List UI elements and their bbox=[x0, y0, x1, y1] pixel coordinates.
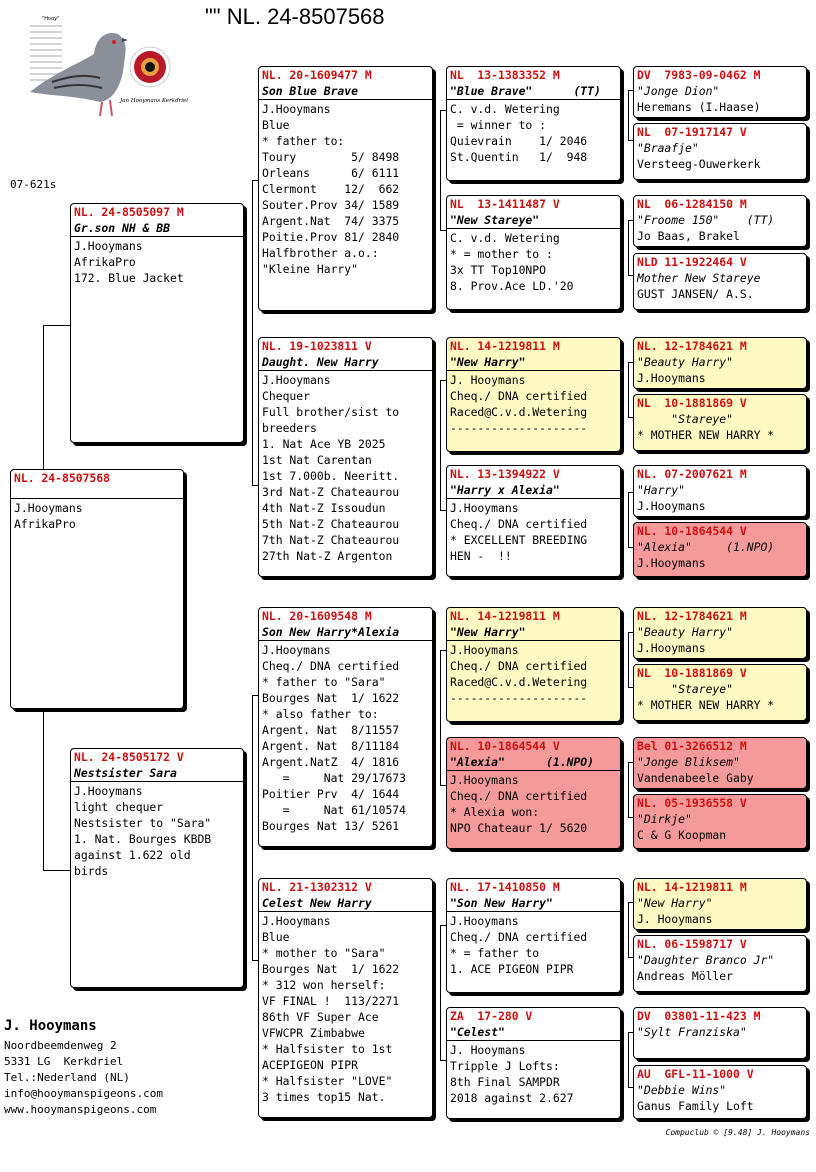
owner-website[interactable]: www.hooymanspigeons.com bbox=[4, 1103, 157, 1116]
card-body bbox=[259, 912, 432, 1106]
card-header bbox=[634, 936, 806, 984]
card-line: 86th VF Super Ace bbox=[262, 1010, 379, 1024]
ancestor-card[interactable] bbox=[633, 465, 807, 517]
ancestor-card[interactable] bbox=[633, 737, 807, 789]
subject-ring: NL. 24-8507568 bbox=[14, 471, 111, 485]
great-grandparent-card[interactable] bbox=[446, 878, 621, 993]
breeder-line: Versteeg-Ouwerkerk bbox=[637, 157, 761, 171]
ring-number: NL 06-1284150 M bbox=[637, 197, 747, 211]
ring-number: Bel 01-3266512 M bbox=[637, 739, 747, 753]
card-body bbox=[447, 100, 620, 166]
card-line: 8th Final SAMPDR bbox=[450, 1075, 560, 1089]
card-line: Souter.Prov 34/ 1589 bbox=[262, 198, 400, 212]
ancestor-card[interactable] bbox=[633, 66, 807, 118]
card-header bbox=[634, 338, 806, 386]
card-line: Poitier Prv 4/ 1644 bbox=[262, 787, 400, 801]
dam-line: light chequer bbox=[74, 800, 164, 814]
great-grandparent-card[interactable] bbox=[446, 66, 621, 181]
breeder-line: J.Hooymans bbox=[637, 641, 706, 655]
card-line: Halfbrother a.o.: bbox=[262, 246, 379, 260]
pigeon-name: "Harry x Alexia" bbox=[450, 483, 560, 497]
card-line: J.Hooymans bbox=[262, 373, 331, 387]
ring-number: NL 13-1411487 V bbox=[450, 197, 560, 211]
card-line: 1. Nat Ace YB 2025 bbox=[262, 437, 386, 451]
card-line: HEN - !! bbox=[450, 549, 512, 563]
ring-number: NL. 12-1784621 M bbox=[637, 339, 747, 353]
subject-line: AfrikaPro bbox=[14, 517, 76, 531]
ring-number: NL. 14-1219811 M bbox=[450, 339, 560, 353]
dam-line: J.Hooymans bbox=[74, 784, 143, 798]
ring-number: DV 7983-09-0462 M bbox=[637, 68, 761, 82]
card-line: Toury 5/ 8498 bbox=[262, 150, 400, 164]
owner-phone: Tel.:Nederland (NL) bbox=[4, 1071, 130, 1084]
card-header bbox=[634, 738, 806, 786]
ring-number: NL. 17-1410850 M bbox=[450, 880, 560, 894]
pigeon-name: "Alexia" (1.NPO) bbox=[450, 755, 595, 769]
pigeon-name: "Alexia" (1.NPO) bbox=[637, 540, 775, 554]
card-line: VFWCPR Zimbabwe bbox=[262, 1026, 365, 1040]
ancestor-card[interactable] bbox=[633, 253, 807, 310]
ring-number: NL. 20-1609548 M bbox=[262, 609, 372, 623]
breeder-line: Vandenabeele Gaby bbox=[637, 771, 754, 785]
card-header bbox=[447, 879, 620, 912]
card-header bbox=[634, 466, 806, 514]
card-header bbox=[259, 67, 432, 100]
breeder-line: * MOTHER NEW HARRY * bbox=[637, 698, 775, 712]
card-header bbox=[634, 608, 806, 656]
card-header bbox=[634, 665, 806, 713]
card-line: Argent. Nat 8/11184 bbox=[262, 739, 400, 753]
card-line: Raced@C.v.d.Wetering bbox=[450, 675, 588, 689]
card-line: VF FINAL ! 113/2271 bbox=[262, 994, 400, 1008]
card-line: J.Hooymans bbox=[450, 643, 519, 657]
subject-line: J.Hooymans bbox=[14, 501, 83, 515]
card-line: J.Hooymans bbox=[450, 773, 519, 787]
grandparent-card[interactable] bbox=[258, 607, 433, 847]
card-line: J.Hooymans bbox=[450, 501, 519, 515]
pigeon-name: "Celest" bbox=[450, 1025, 505, 1039]
dam-name: Nestsister Sara bbox=[74, 766, 177, 780]
card-line: Cheq./ DNA certified bbox=[450, 659, 588, 673]
ring-number: NL 13-1383352 M bbox=[450, 68, 560, 82]
ring-number: DV 03801-11-423 M bbox=[637, 1009, 761, 1023]
ring-number: NL. 14-1219811 M bbox=[450, 609, 560, 623]
card-line: Argent.NatZ 4/ 1816 bbox=[262, 755, 400, 769]
card-header bbox=[634, 196, 806, 244]
card-line: C. v.d. Wetering bbox=[450, 102, 560, 116]
card-header bbox=[447, 1008, 620, 1041]
card-line: * 312 won herself: bbox=[262, 978, 386, 992]
card-body bbox=[447, 771, 620, 837]
pigeon-name: "Beauty Harry" bbox=[637, 355, 734, 369]
card-header bbox=[634, 795, 806, 843]
card-header bbox=[634, 124, 806, 172]
dam-line: birds bbox=[74, 864, 109, 878]
owner-email[interactable]: info@hooymanspigeons.com bbox=[4, 1087, 163, 1100]
dam-card[interactable] bbox=[70, 748, 244, 988]
card-line: J. Hooymans bbox=[450, 1043, 526, 1057]
dam-line: Nestsister to "Sara" bbox=[74, 816, 212, 830]
page-title: "" NL. 24-8507568 bbox=[205, 4, 385, 29]
card-line: "Kleine Harry" bbox=[262, 262, 359, 276]
ring-number: NL. 10-1864544 V bbox=[637, 524, 747, 538]
grandparent-card[interactable] bbox=[258, 337, 433, 577]
card-line: 27th Nat-Z Argenton bbox=[262, 549, 393, 563]
breeder-line: Andreas Möller bbox=[637, 969, 734, 983]
card-header bbox=[447, 67, 620, 100]
card-body bbox=[447, 499, 620, 565]
card-body bbox=[259, 641, 432, 835]
ancestor-card[interactable] bbox=[633, 195, 807, 247]
card-body bbox=[447, 912, 620, 978]
card-line: 1st 7.000b. Neeritt. bbox=[262, 469, 400, 483]
owner-info bbox=[4, 1018, 163, 1118]
breeder-line: * MOTHER NEW HARRY * bbox=[637, 428, 775, 442]
pigeon-name: "Stareye" bbox=[637, 682, 734, 696]
ancestor-card[interactable] bbox=[633, 522, 807, 577]
card-line: J.Hooymans bbox=[262, 102, 331, 116]
card-header bbox=[634, 879, 806, 927]
card-line: -------------------- bbox=[450, 421, 588, 435]
great-grandparent-card[interactable] bbox=[446, 337, 621, 452]
card-line: Bourges Nat 1/ 1622 bbox=[262, 691, 400, 705]
card-line: * also father to: bbox=[262, 707, 379, 721]
card-header bbox=[634, 1008, 806, 1040]
pigeon-name: "New Harry" bbox=[450, 625, 526, 639]
card-header bbox=[634, 523, 806, 571]
card-header bbox=[447, 196, 620, 229]
card-body bbox=[447, 641, 620, 707]
ring-number: NL. 19-1023811 V bbox=[262, 339, 372, 353]
sire-line: 172. Blue Jacket bbox=[74, 271, 184, 285]
ring-number: NL. 12-1784621 M bbox=[637, 609, 747, 623]
card-line: = winner to : bbox=[450, 118, 547, 132]
pigeon-name: Celest New Harry bbox=[262, 896, 372, 910]
card-line: 5th Nat-Z Chateaurou bbox=[262, 517, 400, 531]
card-header bbox=[447, 466, 620, 499]
card-line: * Halfsister to 1st bbox=[262, 1042, 393, 1056]
card-line: Cheq./ DNA certified bbox=[450, 930, 588, 944]
ancestor-card[interactable] bbox=[633, 394, 807, 451]
card-line: 1st Nat Carentan bbox=[262, 453, 372, 467]
ancestor-card[interactable] bbox=[633, 123, 807, 180]
card-line: Blue bbox=[262, 930, 290, 944]
card-line: 8. Prov.Ace LD.'20 bbox=[450, 279, 574, 293]
card-line: J.Hooymans bbox=[450, 914, 519, 928]
card-line: Clermont 12/ 662 bbox=[262, 182, 400, 196]
pigeon-name: "Jonge Bliksem" bbox=[637, 755, 740, 769]
logo-top-text: "Hooy" bbox=[42, 16, 60, 22]
breeder-line: J.Hooymans bbox=[637, 371, 706, 385]
ring-number: NL. 05-1936558 V bbox=[637, 796, 747, 810]
ring-number: NL. 06-1598717 V bbox=[637, 937, 747, 951]
pedigree-code: 07-621s bbox=[10, 178, 57, 191]
pigeon-name: "Braafje" bbox=[637, 141, 699, 155]
great-grandparent-card[interactable] bbox=[446, 737, 621, 849]
pigeon-name: "Froome 150" (TT) bbox=[637, 213, 775, 227]
card-line: breeders bbox=[262, 421, 317, 435]
card-body bbox=[447, 229, 620, 295]
ancestor-card[interactable] bbox=[633, 878, 807, 930]
card-line: Chequer bbox=[262, 389, 311, 403]
great-grandparent-card[interactable] bbox=[446, 607, 621, 722]
breeder-line: Jo Baas, Brakel bbox=[637, 229, 740, 243]
ring-number: NL. 20-1609477 M bbox=[262, 68, 372, 82]
card-line: Raced@C.v.d.Wetering bbox=[450, 405, 588, 419]
card-line: St.Quentin 1/ 948 bbox=[450, 150, 588, 164]
card-line: NPO Chateaur 1/ 5620 bbox=[450, 821, 588, 835]
pigeon-name: Son Blue Brave bbox=[262, 84, 359, 98]
owner-address: Noordbeemdenweg 2 bbox=[4, 1039, 117, 1052]
ancestor-card[interactable] bbox=[633, 664, 807, 721]
card-line: * father to: bbox=[262, 134, 345, 148]
card-header bbox=[447, 338, 620, 371]
great-grandparent-card[interactable] bbox=[446, 1007, 621, 1119]
card-line: Cheq./ DNA certified bbox=[450, 789, 588, 803]
card-header bbox=[634, 395, 806, 443]
card-line: Argent. Nat 8/11557 bbox=[262, 723, 400, 737]
owner-name: J. Hooymans bbox=[4, 1018, 97, 1034]
dam-line: 1. Nat. Bourges KBDB bbox=[74, 832, 212, 846]
breeder-line: J. Hooymans bbox=[637, 912, 713, 926]
sire-ring: NL. 24-8505097 M bbox=[74, 205, 184, 219]
card-line: -------------------- bbox=[450, 691, 588, 705]
pigeon-name: "Dirkje" bbox=[637, 812, 692, 826]
card-line: J.Hooymans bbox=[262, 643, 331, 657]
card-line: Orleans 6/ 6111 bbox=[262, 166, 400, 180]
breeder-line: J.Hooymans bbox=[637, 556, 706, 570]
owner-postcode: 5331 LG Kerkdriel bbox=[4, 1055, 124, 1068]
card-line: Cheq./ DNA certified bbox=[450, 517, 588, 531]
card-line: Bourges Nat 13/ 5261 bbox=[262, 819, 400, 833]
card-body bbox=[259, 100, 432, 278]
ancestor-card[interactable] bbox=[633, 337, 807, 389]
card-line: Blue bbox=[262, 118, 290, 132]
great-grandparent-card[interactable] bbox=[446, 195, 621, 310]
card-header bbox=[259, 608, 432, 641]
pigeon-name: Mother New Stareye bbox=[637, 271, 761, 285]
ancestor-card[interactable] bbox=[633, 794, 807, 849]
ring-number: NL. 10-1864544 V bbox=[450, 739, 560, 753]
card-line: = Nat 61/10574 bbox=[262, 803, 407, 817]
card-line: 7th Nat-Z Chateaurou bbox=[262, 533, 400, 547]
pigeon-name: "Daughter Branco Jr" bbox=[637, 953, 775, 967]
card-line: 3 times top15 Nat. bbox=[262, 1090, 386, 1104]
card-line: * = father to bbox=[450, 946, 540, 960]
card-line: Cheq./ DNA certified bbox=[450, 389, 588, 403]
card-line: 4th Nat-Z Issoudun bbox=[262, 501, 386, 515]
ring-number: NL. 14-1219811 M bbox=[637, 880, 747, 894]
card-line: Bourges Nat 1/ 1622 bbox=[262, 962, 400, 976]
card-header bbox=[447, 738, 620, 771]
ring-number: NL 10-1881869 V bbox=[637, 396, 747, 410]
ring-number: NL. 21-1302312 V bbox=[262, 880, 372, 894]
card-line: * Alexia won: bbox=[450, 805, 540, 819]
ancestor-card[interactable] bbox=[633, 1007, 807, 1059]
card-body bbox=[447, 371, 620, 437]
sire-name: Gr.son NH & BB bbox=[74, 221, 171, 235]
sire-line: J.Hooymans bbox=[74, 239, 143, 253]
dam-ring: NL. 24-8505172 V bbox=[74, 750, 184, 764]
pigeon-name: "Beauty Harry" bbox=[637, 625, 734, 639]
ring-number: NL. 07-2007621 M bbox=[637, 467, 747, 481]
logo-bottom-text: Jan Hooymans Kerkdriel bbox=[120, 98, 189, 104]
pigeon-name: Son New Harry*Alexia bbox=[262, 625, 400, 639]
card-line: Argent.Nat 74/ 3375 bbox=[262, 214, 400, 228]
software-credit: Compuclub © [9.48] J. Hooymans bbox=[665, 1128, 810, 1137]
ancestor-card[interactable] bbox=[633, 935, 807, 992]
card-line: * Halfsister "LOVE" bbox=[262, 1074, 393, 1088]
card-line: * mother to "Sara" bbox=[262, 946, 386, 960]
pigeon-name: "Jonge Dion" bbox=[637, 84, 720, 98]
card-line: ACEPIGEON PIPR bbox=[262, 1058, 359, 1072]
ring-number: AU GFL-11-1000 V bbox=[637, 1067, 754, 1081]
breeder-line: Ganus Family Loft bbox=[637, 1099, 754, 1113]
sire-card[interactable] bbox=[70, 203, 244, 443]
card-line: 2018 against 2.627 bbox=[450, 1091, 574, 1105]
grandparent-card[interactable] bbox=[258, 878, 433, 1118]
card-line: Poitie.Prov 81/ 2840 bbox=[262, 230, 400, 244]
card-header bbox=[634, 67, 806, 115]
card-line: Cheq./ DNA certified bbox=[262, 659, 400, 673]
card-line: J. Hooymans bbox=[450, 373, 526, 387]
card-line: * EXCELLENT BREEDING bbox=[450, 533, 588, 547]
card-line: Quievrain 1/ 2046 bbox=[450, 134, 588, 148]
breeder-line: J.Hooymans bbox=[637, 499, 706, 513]
card-header bbox=[259, 338, 432, 371]
card-body bbox=[259, 371, 432, 565]
grandparent-card[interactable] bbox=[258, 66, 433, 311]
pigeon-name: "New Stareye" bbox=[450, 213, 540, 227]
card-header bbox=[634, 254, 806, 302]
pigeon-name: "Debbie Wins" bbox=[637, 1083, 727, 1097]
card-line: = Nat 29/17673 bbox=[262, 771, 407, 785]
pigeon-name: "Sylt Franziska" bbox=[637, 1025, 747, 1039]
card-line: 3x TT Top10NPO bbox=[450, 263, 547, 277]
card-header bbox=[447, 608, 620, 641]
card-line: C. v.d. Wetering bbox=[450, 231, 560, 245]
pigeon-name: "Stareye" bbox=[637, 412, 734, 426]
subject-card[interactable] bbox=[10, 469, 184, 709]
pigeon-name: "Harry" bbox=[637, 483, 686, 497]
card-body bbox=[447, 1041, 620, 1107]
card-line: Tripple J Lofts: bbox=[450, 1059, 560, 1073]
card-line: 3rd Nat-Z Chateaurou bbox=[262, 485, 400, 499]
pigeon-logo bbox=[22, 12, 189, 130]
card-line: * = mother to : bbox=[450, 247, 553, 261]
breeder-line: GUST JANSEN/ A.S. bbox=[637, 287, 754, 301]
sire-line: AfrikaPro bbox=[74, 255, 136, 269]
card-line: J.Hooymans bbox=[262, 914, 331, 928]
pigeon-name: "New Harry" bbox=[637, 896, 713, 910]
ring-number: NL. 13-1394922 V bbox=[450, 467, 560, 481]
ring-number: NL 10-1881869 V bbox=[637, 666, 747, 680]
breeder-line: C & G Koopman bbox=[637, 828, 727, 842]
card-header bbox=[259, 879, 432, 912]
pigeon-name: "New Harry" bbox=[450, 355, 526, 369]
dam-line: against 1.622 old bbox=[74, 848, 191, 862]
breeder-line: Heremans (I.Haase) bbox=[637, 100, 761, 114]
great-grandparent-card[interactable] bbox=[446, 465, 621, 577]
ring-number: NL 07-1917147 V bbox=[637, 125, 747, 139]
pigeon-name: Daught. New Harry bbox=[262, 355, 379, 369]
card-line: * father to "Sara" bbox=[262, 675, 386, 689]
ring-number: ZA 17-280 V bbox=[450, 1009, 533, 1023]
ring-number: NLD 11-1922464 V bbox=[637, 255, 747, 269]
card-line: 1. ACE PIGEON PIPR bbox=[450, 962, 574, 976]
card-line: Full brother/sist to bbox=[262, 405, 400, 419]
pigeon-name: "Blue Brave" (TT) bbox=[450, 84, 601, 98]
ancestor-card[interactable] bbox=[633, 607, 807, 659]
card-header bbox=[634, 1066, 806, 1114]
pigeon-name: "Son New Harry" bbox=[450, 896, 553, 910]
ancestor-card[interactable] bbox=[633, 1065, 807, 1119]
